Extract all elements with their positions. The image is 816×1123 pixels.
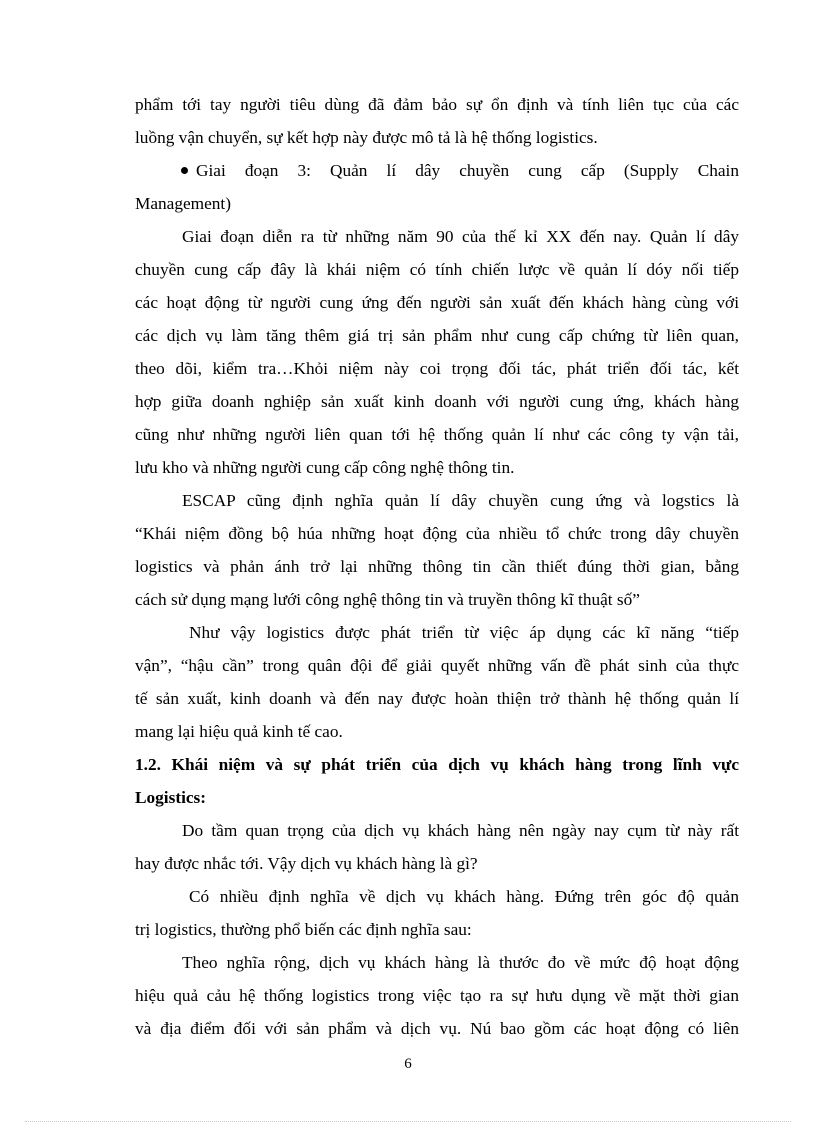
paragraph-line: ESCAP cũng định nghĩa quản lí dây chuyền cung ứng và logstics là (182, 491, 739, 510)
paragraph-line: hay được nhắc tới. Vậy dịch vụ khách hàng là gì? (135, 854, 478, 873)
paragraph-line: Như vậy logistics được phát triển từ việc áp dụng các kĩ năng “tiếp (189, 623, 739, 642)
bullet-item (135, 154, 739, 187)
bullet-item-text: Giai đoạn 3: Quản lí dây chuyền cung cấp (Supply Chain (196, 161, 739, 180)
paragraph-line: phẩm tới tay người tiêu dùng đã đảm bảo sự ổn định và tính liên tục của các (135, 95, 739, 114)
paragraph-line: hợp giữa doanh nghiệp sản xuất kinh doanh với người cung ứng, khách hàng (135, 392, 739, 411)
section-heading: 1.2. Khái niệm và sự phát triển của dịch vụ khách hàng trong lĩnh vực (135, 755, 739, 774)
paragraph-line: Theo nghĩa rộng, dịch vụ khách hàng là thước đo về mức độ hoạt động (182, 953, 739, 972)
paragraph-line: tế sản xuất, kinh doanh và đến nay được hoàn thiện trở thành hệ thống quản lí (135, 689, 739, 708)
document-body (135, 88, 739, 1045)
paragraph-line: các hoạt động từ người cung ứng đến người sản xuất đến khách hàng cùng với (135, 293, 739, 312)
paragraph-line: Giai đoạn diễn ra từ những năm 90 của thế kỉ XX đến nay. Quản lí dây (182, 227, 739, 246)
paragraph-line: “Khái niệm đồng bộ húa những hoạt động của nhiều tổ chức trong dây chuyền (135, 524, 739, 543)
paragraph-line: Có nhiều định nghĩa về dịch vụ khách hàng. Đứng trên góc độ quản (189, 887, 739, 906)
paragraph-line: vận”, “hậu cần” trong quân đội để giải quyết những vấn đề phát sinh của thực (135, 656, 739, 675)
page-number: 6 (404, 1056, 412, 1072)
section-heading-cont: Logistics: (135, 788, 207, 807)
paragraph-line: mang lại hiệu quả kinh tế cao. (135, 722, 343, 741)
bullet-dot-icon (181, 167, 188, 174)
paragraph-line: luồng vận chuyển, sự kết hợp này được mô tả là hệ thống logistics. (135, 128, 598, 147)
paragraph-line: Do tầm quan trọng của dịch vụ khách hàng nên ngày nay cụm từ này rất (182, 821, 739, 840)
page-bottom-divider (25, 1121, 791, 1122)
paragraph-line: các dịch vụ làm tăng thêm giá trị sản phẩm như cung cấp chứng từ liên quan, (135, 326, 739, 345)
paragraph-line: trị logistics, thường phổ biến các định nghĩa sau: (135, 920, 472, 939)
paragraph-line: logistics và phản ánh trở lại những thông tin cần thiết đúng thời gian, bằng (135, 557, 739, 576)
paragraph-line: và địa điểm đối với sản phẩm và dịch vụ. Nú bao gồm các hoạt động có liên (135, 1019, 739, 1038)
paragraph-line: lưu kho và những người cung cấp công nghệ thông tin. (135, 458, 515, 477)
paragraph-line: theo dõi, kiểm tra…Khỏi niệm này coi trọng đối tác, phát triển đối tác, kết (135, 359, 739, 378)
paragraph-line: hiệu quả cảu hệ thống logistics trong việc tạo ra sự hưu dụng về mặt thời gian (135, 986, 739, 1005)
paragraph-line: cách sử dụng mạng lưới công nghệ thông tin và truyền thông kĩ thuật số” (135, 590, 640, 609)
paragraph-line: Management) (135, 194, 231, 213)
paragraph-line: cũng như những người liên quan tới hệ thống quản lí như các công ty vận tải, (135, 425, 739, 444)
paragraph-line: chuyền cung cấp đây là khái niệm có tính chiến lược về quản lí dóy nối tiếp (135, 260, 739, 279)
